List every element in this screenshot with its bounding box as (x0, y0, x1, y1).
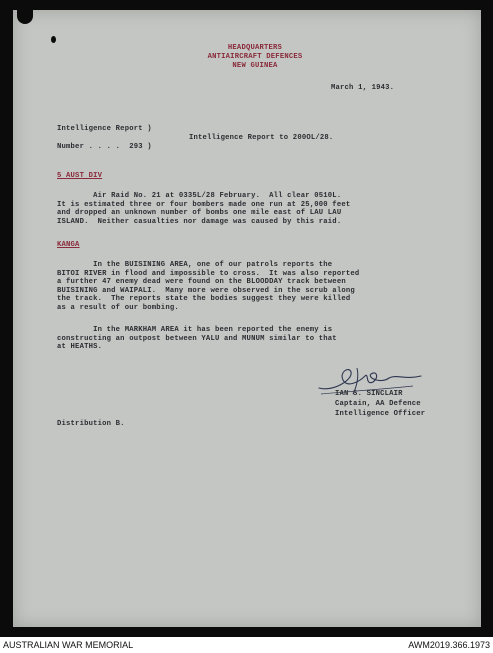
report-label-line-2: Number . . . . 293 ) (57, 143, 152, 151)
tear-mark (51, 36, 56, 43)
archive-footer (0, 639, 493, 653)
footer-institution: AUSTRALIAN WAR MEMORIAL (3, 640, 134, 650)
letterhead-line-2: ANTIAIRCRAFT DEFENCES (207, 53, 303, 61)
footer-accession-number: AWM2019.366.1973 (408, 640, 490, 650)
punch-hole-mark (17, 10, 33, 24)
report-date: March 1, 1943. (331, 84, 395, 92)
letterhead-line-1: HEADQUARTERS (227, 44, 283, 52)
section-heading-5-aust-div: 5 AUST DIV (57, 172, 103, 180)
signatory-title: Intelligence Officer (335, 410, 426, 418)
section-heading-kanga: KANGA (57, 241, 80, 249)
section-paragraph: In the MARKHAM AREA it has been reported the enemy is constructing an outpost between YALU and MUNUM similar to that at HEATHS. (57, 326, 337, 352)
distribution-line: Distribution B. (57, 420, 125, 428)
report-subject: Intelligence Report to 200OL/28. (189, 134, 334, 142)
section-paragraph: Air Raid No. 21 at 0335L/28 February. All clear 0510L. It is estimated three or four bombers made one run at 25,000 feet and dropped an unknown number of bombs one mile east of LAU LAU ISLAND. Neither casualties nor damage was caused by this raid. (57, 192, 351, 226)
report-label-line-1: Intelligence Report ) (57, 125, 152, 133)
signatory-rank: Captain, AA Defence (335, 400, 421, 408)
letterhead-line-3: NEW GUINEA (232, 62, 278, 70)
signatory-name: IAN S. SINCLAIR (335, 390, 403, 398)
section-paragraph: In the BUISINING AREA, one of our patrols reports the BITOI RIVER in flood and impossible to cross. It was also reported a further 47 enemy dead were found on the BLOODDAY track between BUISINING and WAIPALI. Many more were observed in the scrub along the track. The reports state the bodies suggest they were killed as a result of our bombing. (57, 261, 360, 312)
document-page (13, 10, 481, 627)
